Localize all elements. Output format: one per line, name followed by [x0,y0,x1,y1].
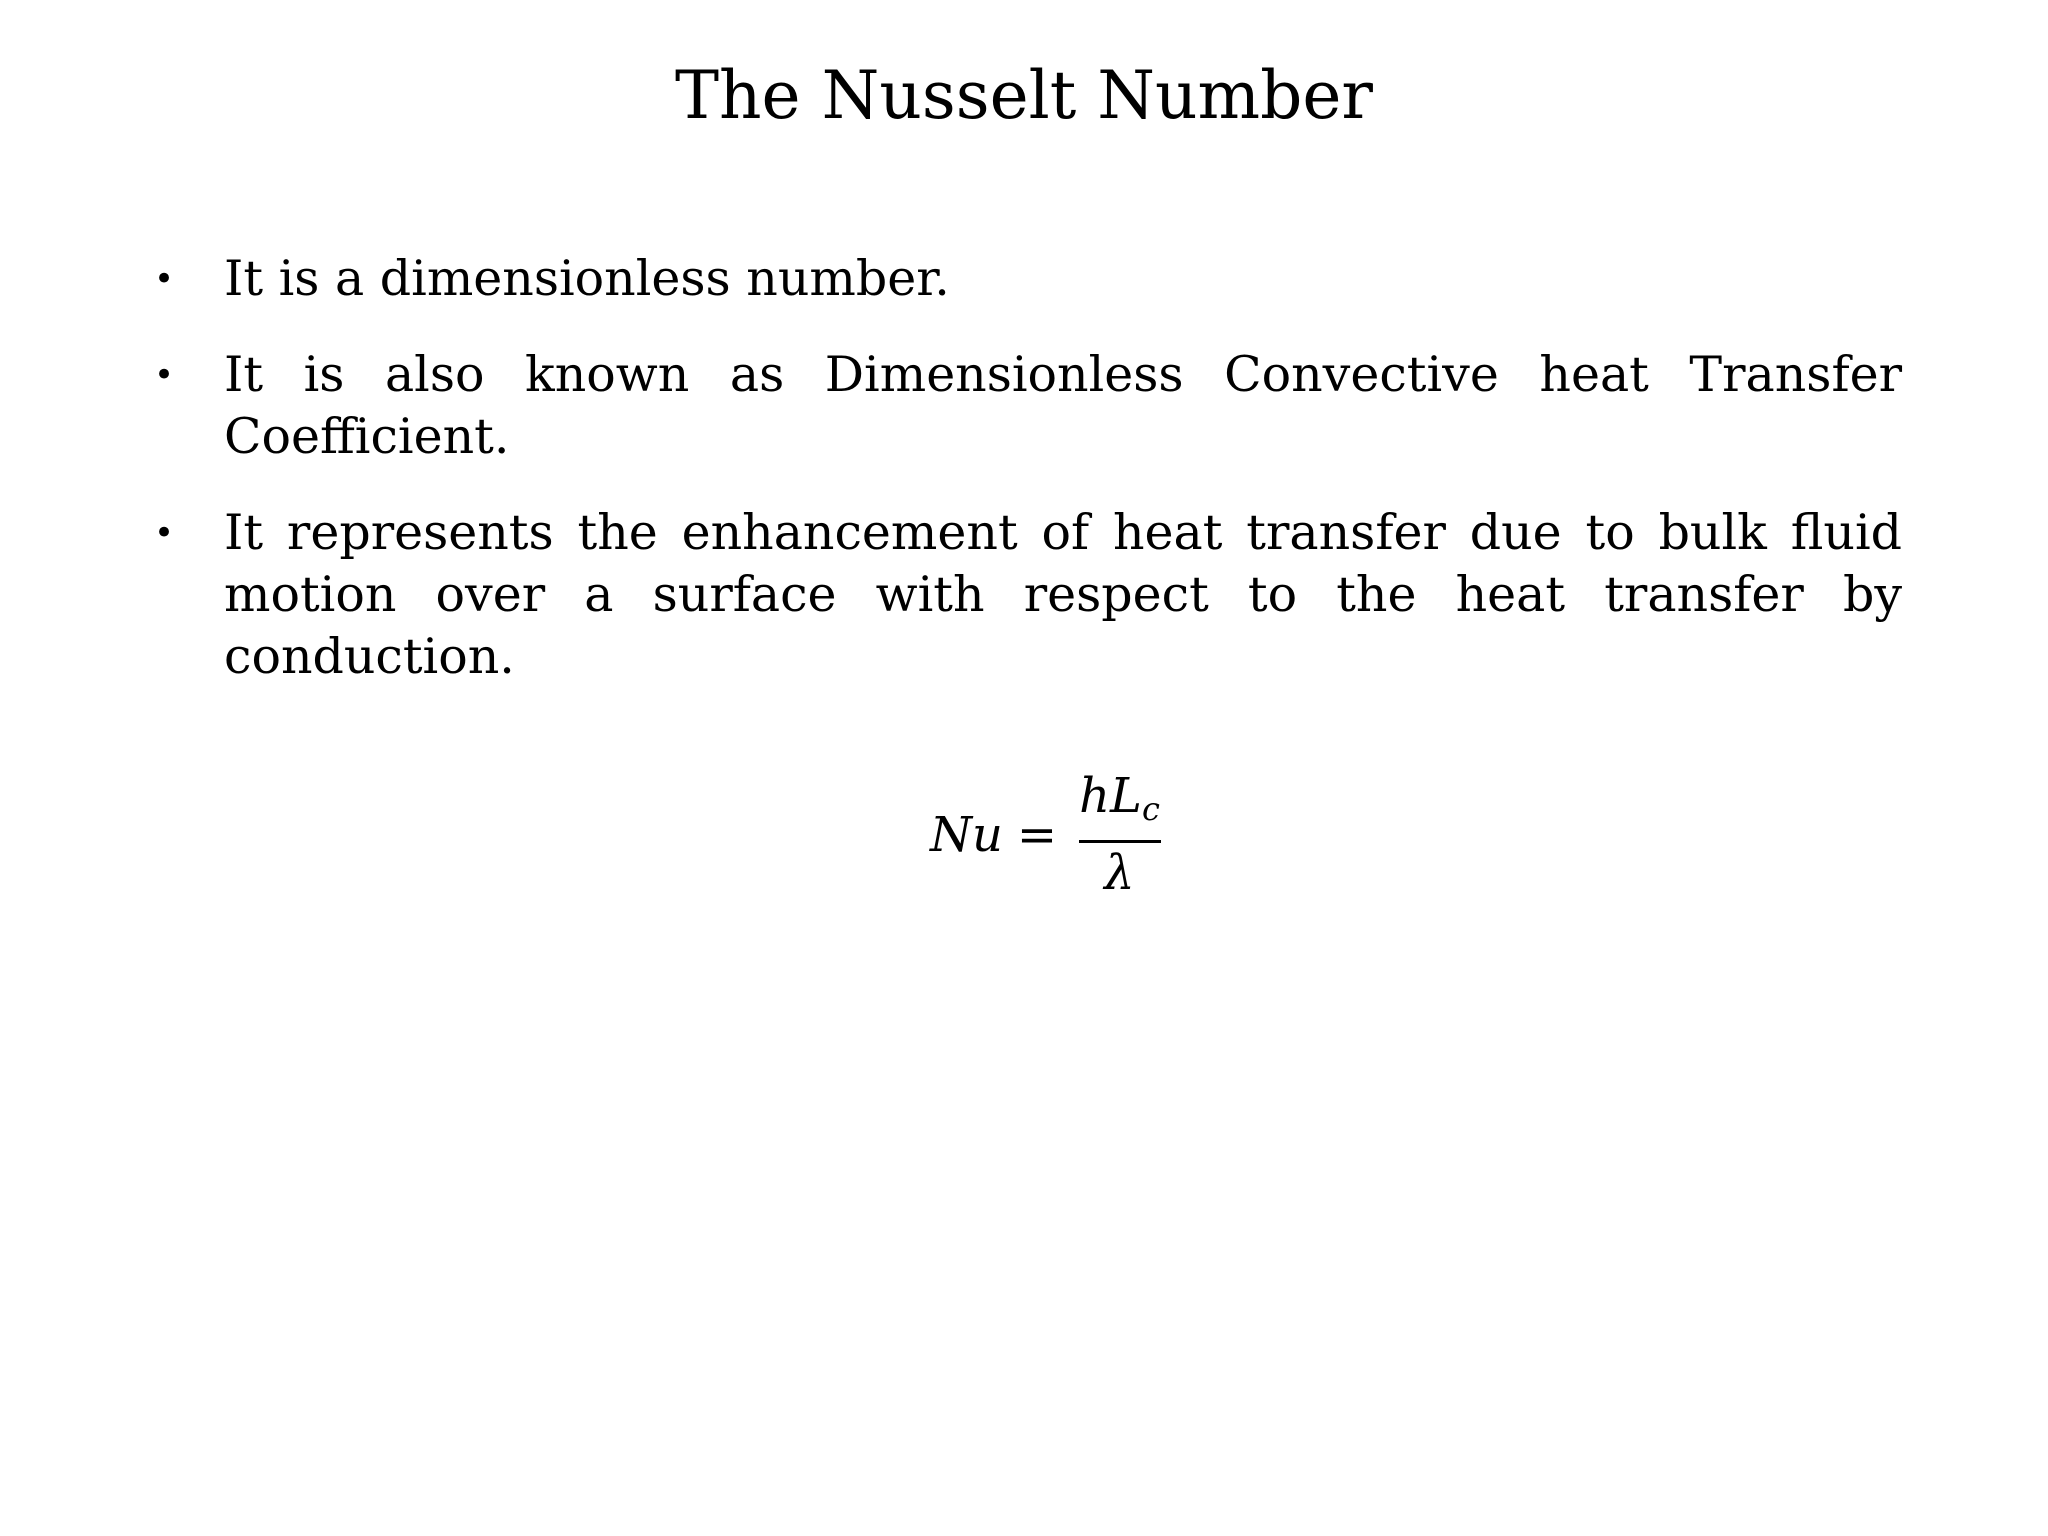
bullet-icon: • [154,355,175,395]
equation-equals: = [1016,807,1058,863]
bullet-text: It is also known as Dimensionless Convective heat Transfer Coefficient. [224,346,1902,465]
equation-numerator [1073,769,1166,840]
numerator-subscript: c [1141,790,1160,828]
bullet-item [154,344,1902,468]
equation-fraction [1073,769,1166,901]
bullet-text: It represents the enhancement of heat transfer due to bulk fluid motion over a surface with respect to the heat transfer by conduction. [224,504,1902,685]
equation-lhs: Nu [930,807,1003,863]
bullet-item [154,502,1902,688]
bullet-list [154,248,1902,722]
slide-title: The Nusselt Number [675,57,1373,134]
bullet-item [154,248,1902,310]
bullet-icon: • [154,259,175,299]
bullet-icon: • [154,513,175,553]
bullet-text: It is a dimensionless number. [224,250,950,307]
nusselt-equation [930,770,1166,900]
equation-denominator: λ [1104,845,1135,901]
numerator-main: hL [1079,768,1142,824]
